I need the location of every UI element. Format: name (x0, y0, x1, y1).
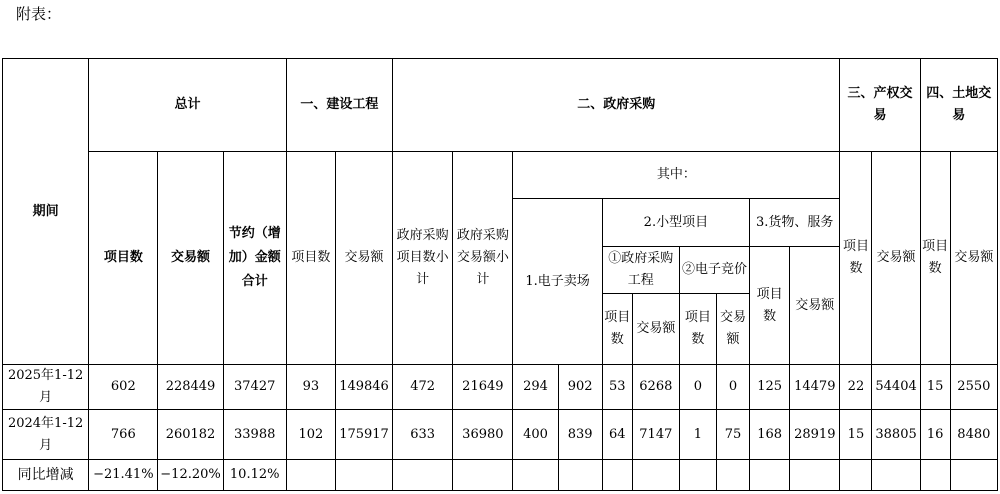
goods-amount-cell (790, 460, 840, 491)
gov-amount-subtotal-header: 政府采购交易额小计 (453, 152, 513, 365)
header-row-2 (3, 152, 998, 199)
goods-amount-cell: 28919 (790, 410, 840, 460)
emall-count-cell: 400 (513, 410, 558, 460)
small-bid-count-header: 项目数 (679, 294, 716, 365)
gov-amount-cell (453, 460, 513, 491)
small-project-header: 2.小型项目 (602, 199, 749, 247)
small-bid-count-cell: 1 (679, 410, 716, 460)
property-amount-cell (872, 460, 920, 491)
goods-count-cell (750, 460, 790, 491)
small-gov-works-header: ①政府采购工程 (602, 247, 679, 294)
small-gov-amount-cell (632, 460, 679, 491)
small-bid-amount-cell (716, 460, 749, 491)
small-bid-amount-header: 交易额 (716, 294, 749, 365)
small-bid-amount-cell: 0 (716, 365, 749, 410)
property-count-cell: 22 (840, 365, 872, 410)
construction-count-cell (286, 460, 335, 491)
emall-count-cell (513, 460, 558, 491)
goods-count-cell: 168 (750, 410, 790, 460)
construction-count-cell: 93 (286, 365, 335, 410)
period-cell: 2025年1-12月 (3, 365, 89, 410)
property-count-header: 项目数 (840, 152, 872, 365)
property-amount-cell: 54404 (872, 365, 920, 410)
table-row (3, 460, 998, 491)
land-header: 四、土地交易 (920, 59, 997, 152)
goods-amount-header: 交易额 (790, 247, 840, 365)
total-amount-cell: −12.20% (158, 460, 223, 491)
small-bid-count-cell (679, 460, 716, 491)
table-note: 附表： (16, 5, 62, 23)
small-gov-count-cell: 53 (602, 365, 632, 410)
emall-amount-cell: 839 (558, 410, 602, 460)
period-cell: 同比增减 (3, 460, 89, 491)
land-amount-cell: 8480 (950, 410, 997, 460)
gov-count-cell (393, 460, 453, 491)
total-amount-cell: 228449 (158, 365, 223, 410)
total-count-cell: 602 (89, 365, 158, 410)
small-gov-count-header: 项目数 (602, 294, 632, 365)
goods-count-cell: 125 (750, 365, 790, 410)
construction-amount-cell: 175917 (335, 410, 392, 460)
total-count-cell: −21.41% (89, 460, 158, 491)
land-amount-cell: 2550 (950, 365, 997, 410)
total-count-cell: 766 (89, 410, 158, 460)
saving-cell: 37427 (223, 365, 286, 410)
construction-amount-cell: 149846 (335, 365, 392, 410)
small-gov-amount-header: 交易额 (632, 294, 679, 365)
construction-amount-header: 交易额 (335, 152, 392, 365)
land-count-cell (920, 460, 950, 491)
gov-amount-cell: 36980 (453, 410, 513, 460)
construction-amount-cell (335, 460, 392, 491)
saving-header: 节约（增加）金额合计 (223, 152, 286, 365)
property-count-cell (840, 460, 872, 491)
emall-count-cell: 294 (513, 365, 558, 410)
of-which-header: 其中： (513, 152, 840, 199)
small-gov-count-cell (602, 460, 632, 491)
emall-amount-cell: 902 (558, 365, 602, 410)
header-row-top (3, 59, 998, 152)
land-count-header: 项目数 (920, 152, 950, 365)
period-header: 期间 (3, 59, 89, 365)
saving-cell: 10.12% (223, 460, 286, 491)
total-amount-cell: 260182 (158, 410, 223, 460)
property-header: 三、产权交易 (840, 59, 920, 152)
property-amount-cell: 38805 (872, 410, 920, 460)
table-row (3, 410, 998, 460)
transactions-table (2, 58, 998, 491)
total-count-header: 项目数 (89, 152, 158, 365)
saving-cell: 33988 (223, 410, 286, 460)
small-gov-count-cell: 64 (602, 410, 632, 460)
period-cell: 2024年1-12月 (3, 410, 89, 460)
property-count-cell: 15 (840, 410, 872, 460)
land-amount-cell (950, 460, 997, 491)
gov-procurement-header: 二、政府采购 (393, 59, 840, 152)
land-count-cell: 15 (920, 365, 950, 410)
construction-count-cell: 102 (286, 410, 335, 460)
gov-count-cell: 472 (393, 365, 453, 410)
small-e-bidding-header: ②电子竞价 (679, 247, 749, 294)
total-amount-header: 交易额 (158, 152, 223, 365)
land-amount-header: 交易额 (950, 152, 997, 365)
gov-count-subtotal-header: 政府采购项目数小计 (393, 152, 453, 365)
small-gov-amount-cell: 7147 (632, 410, 679, 460)
small-bid-count-cell: 0 (679, 365, 716, 410)
emall-amount-cell (558, 460, 602, 491)
construction-count-header: 项目数 (286, 152, 335, 365)
gov-count-cell: 633 (393, 410, 453, 460)
goods-count-header: 项目数 (750, 247, 790, 365)
construction-header: 一、建设工程 (286, 59, 392, 152)
goods-services-header: 3.货物、服务 (750, 199, 840, 247)
total-header: 总计 (89, 59, 287, 152)
gov-amount-cell: 21649 (453, 365, 513, 410)
property-amount-header: 交易额 (872, 152, 920, 365)
small-gov-amount-cell: 6268 (632, 365, 679, 410)
table-row (3, 365, 998, 410)
land-count-cell: 16 (920, 410, 950, 460)
goods-amount-cell: 14479 (790, 365, 840, 410)
small-bid-amount-cell: 75 (716, 410, 749, 460)
emall-header: 1.电子卖场 (513, 199, 602, 365)
